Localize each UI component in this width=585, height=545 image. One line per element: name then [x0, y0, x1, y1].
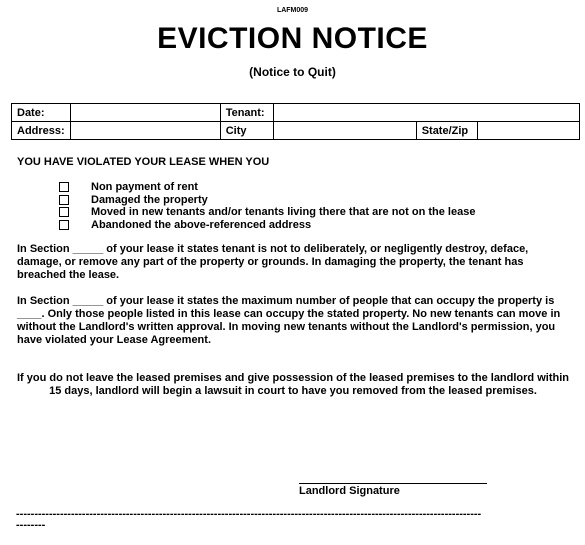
page-subtitle: (Notice to Quit): [249, 65, 336, 79]
cut-line: -------------------------------------------------------------------------------------------------------------------------------: [16, 508, 482, 520]
violation-item: [59, 206, 475, 219]
address-field[interactable]: [70, 122, 220, 140]
violation-checkbox[interactable]: [59, 182, 69, 192]
violation-checkbox[interactable]: [59, 207, 69, 217]
violation-checkbox[interactable]: [59, 220, 69, 230]
tenant-field[interactable]: [273, 104, 579, 122]
state-zip-field[interactable]: [477, 122, 579, 140]
violation-item: [59, 181, 475, 194]
occupancy-paragraph: In Section _____ of your lease it states the maximum number of people that can occupy the property is ____. Only those people listed in this lease can occupy the stated property. No new tenants can move in without the Landlord's written approval. In moving new tenants without the Landlord's permission, you have violated your Lease Agreement.: [17, 295, 561, 346]
violation-label: Non payment of rent: [91, 181, 198, 194]
violation-label: Damaged the property: [91, 193, 208, 206]
violation-label: Moved in new tenants and/or tenants living there that are not on the lease: [91, 206, 476, 219]
city-label: City: [220, 122, 273, 140]
violation-item: [59, 194, 475, 207]
form-code: LAFM009: [276, 7, 309, 14]
date-field[interactable]: [70, 104, 220, 122]
tenant-label: Tenant:: [220, 104, 273, 122]
page-title: EVICTION NOTICE: [157, 22, 428, 55]
date-label: Date:: [12, 104, 71, 122]
notice-paragraph: If you do not leave the leased premises and give possession of the leased premises to the landlord within 15 days, landlord will begin a lawsuit in court to have you removed from the leased premises.: [17, 372, 569, 397]
info-table: [11, 103, 580, 140]
violation-heading: YOU HAVE VIOLATED YOUR LEASE WHEN YOU: [17, 156, 270, 168]
cut-line-continuation: --------: [16, 519, 46, 531]
violation-checklist: [59, 181, 475, 231]
damage-paragraph: In Section _____ of your lease it states tenant is not to deliberately, or negligently destroy, deface, damage, or remove any part of the property or grounds. In damaging the property, the tenant has breached the lease.: [17, 243, 529, 281]
city-field[interactable]: [273, 122, 416, 140]
signature-line[interactable]: [299, 483, 487, 484]
signature-label: Landlord Signature: [299, 485, 400, 497]
state-zip-label: State/Zip: [416, 122, 477, 140]
violation-checkbox[interactable]: [59, 195, 69, 205]
violation-label: Abandoned the above-referenced address: [91, 218, 312, 231]
violation-item: [59, 219, 475, 232]
address-label: Address:: [12, 122, 71, 140]
